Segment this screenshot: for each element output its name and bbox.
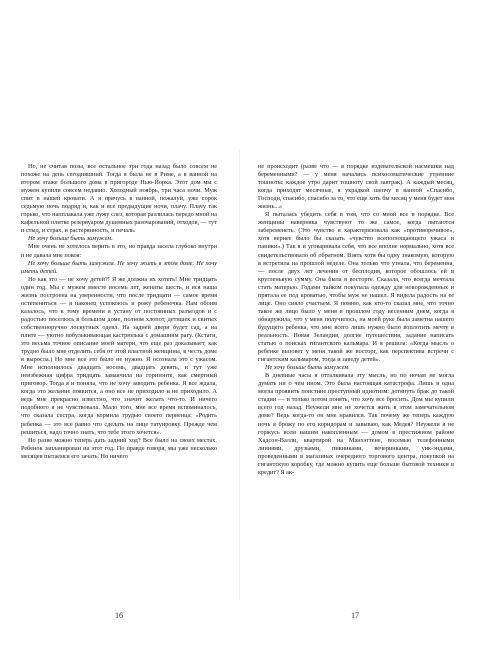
paragraph: Но как это — не хочу детей?! Я же должна их хотеть! Мне тридцать один год. Мы с мужем вместе восемь лет, женаты шесть, и вся наша жизнь построена на уверенности, что после тридцати — самое время остепениться — я наконец успокоюсь и рожу ребеночка. Нам обоим казалось, что к тому времени я устану от постоянных разъездов и с радостью поселюсь в большом доме, полном хлопот, детишек и свитых собственноручно лоскутных одеял. На задней двери будет сад, а на плите — уютно побулькивающая кастрюлька с домашним рагу. (Кстати, это весьма точное описание моей матери, что еще раз доказывает, как трудно было мне отделить себя от этой властной женщины, в честь доме я выросла.) Но мне все это было не нужно. Я осознала это с ужасом. Мне исполнилось двадцать восемь, двадцать девять, и тут уже неизбежная цифра тридцать замаячила на горизонте, как смертный приговор. Тогда я и поняла, что не хочу заводить ребенка. Я все ждала, когда это желание появится, а оно все не приходило и не приходило. А ведь мне прекрасно известно, что значит желать что-то. И ничего подобного я не чувствовала. Мало того, мне все время вспоминалось, что сказала сестра, когда кормила грудью своего первенца: «Родить ребенка — это все равно что сделать на лице татуировку. Прежде чем решиться, надо точно знать, что тебе этого хочется». [21,275,217,436]
page-gutter [239,150,240,600]
right-page [258,163,454,477]
left-page [21,163,217,461]
paragraph: Я пыталась убедить себя в том, что со мной все в порядке. Все женщины наверняка чувствуют то же самое, когда пытаются забеременеть. (Это чувство я характеризовала как «противоречивое», хотя вернее было бы сказать «чувство всепоглощающего ужаса и паники».) Так я и уговаривала себя, что все вполне нормально, хотя все свидетельствовало об обратном. Взять хотя бы одну знакомую, которую я встретила на прошлой неделе. Она только что узнала, что беременна, — после двух лет лечения от бесплодия, которое обошлось ей в кругленькую сумму. Она была в восторге. Сказала, что всегда мечтала стать матерью. Годами тайком покупала одежду для новорожденных и прятала ее под кроватью, чтобы муж не нашел. Я видела радость на ее лице. Оно сияло счастьем. Я помню, как кто-то сказал мне, что точно такое же лицо было у меня в прошлом году весенним днем, когда я обнаружила, что у меня получилось, на моей руке была заметна нашего будущего ребенка, что мне всего лишь нужно было воплотить мечту в реальность. Новая Зеландия, долгие путешествия, задание написать статью о поисках гигантского кальмара. И я решила: «Когда мысль о ребенке вызовет у меня такой же восторг, как перспектива встречи с гигантским кальмаром, тогда и заведу детей». [258,211,454,364]
left-page-number: 16 [115,611,123,620]
paragraph: Но разве можно теперь дать задний ход? Все было на своих местах. Ребенок запланирован на этот год. По правде говоря, мы уже несколько месяцев пытаемся его зачать. Но ничего [21,436,217,460]
paragraph: не происходит (разве что — в порядке издевательской насмешки над беременными? — у меня начались психосоматические утренние тошноты: каждое утро дарит тошноту свой завтрак). А каждый месяц, когда приходят месячные, я украдкой шепчу в ванной «Спасибо, Господи, спасибо, спасибо за то, что еще хоть бы месяц у меня будет моя жизнь...» [258,163,454,211]
paragraph: Но, не считая позы, все остальное три года назад было совсем не похоже на день сегодняшний. Тогда я была не в Риме, а в ванной на втором этаже большого дома в пригороде Нью-Йорка. Этот дом мы с мужем купили совсем недавно. Холодный ноябрь, три часа ночи. Муж спит в нашей кровати. А я прячусь в ванной, пожалуй, уже сорок седьмую ночь подряд и, как и все предыдущие ночи, плачу. Плачу так горько, что напплакала уже лужу слез, которая разлилась передо мной на кафельной плитке резервуаром душевных разочарований, отходов, — тут и стыд, и страх, и растерянность, и печаль. [21,163,217,235]
right-page-number: 17 [351,611,359,620]
paragraph: В дневные часы я отталкивала эту мысль, но по ночам не могла думать ни о чем ином. Это была настоящая катастрофа. Лишь я одна могла проявить поистине преступный идиотизм: дотянуть брак до такой стадии — и только потом понять, что хочу все бросить. Дом мы купили всего год назад. Неужели мне не хочется жить в этом замечательном доме? Ведь когда-то он мне нравился. Так почему же теперь каждую ночь я брожу по его коридорам и завываю, как Медея? Неужели я не горжусь всем нашим накопленным — домом в престижном районе Хадсон-Валли, квартирой на Манхэттене, восемью телефонными линиями, друзьями, пикниками, вечеринками, уик-эндами, проведенными в магазинах очередного торгового центра, покупкой на гигантскую коробку, где можно купить еще больше бытовой техники в кредит? Я ак- [258,372,454,476]
paragraph: Мне очень не хотелось верить в это, но правда засела глубоко внутри и не давала мне покоя: [21,243,217,259]
paragraph: Не хочу больше быть замужем. [265,364,350,372]
paragraph: Не хочу больше быть замужем. Не хочу жить в этом доме. Не хочу иметь детей. [21,259,217,275]
paragraph: Не хочу больше быть замужем. [28,235,113,243]
